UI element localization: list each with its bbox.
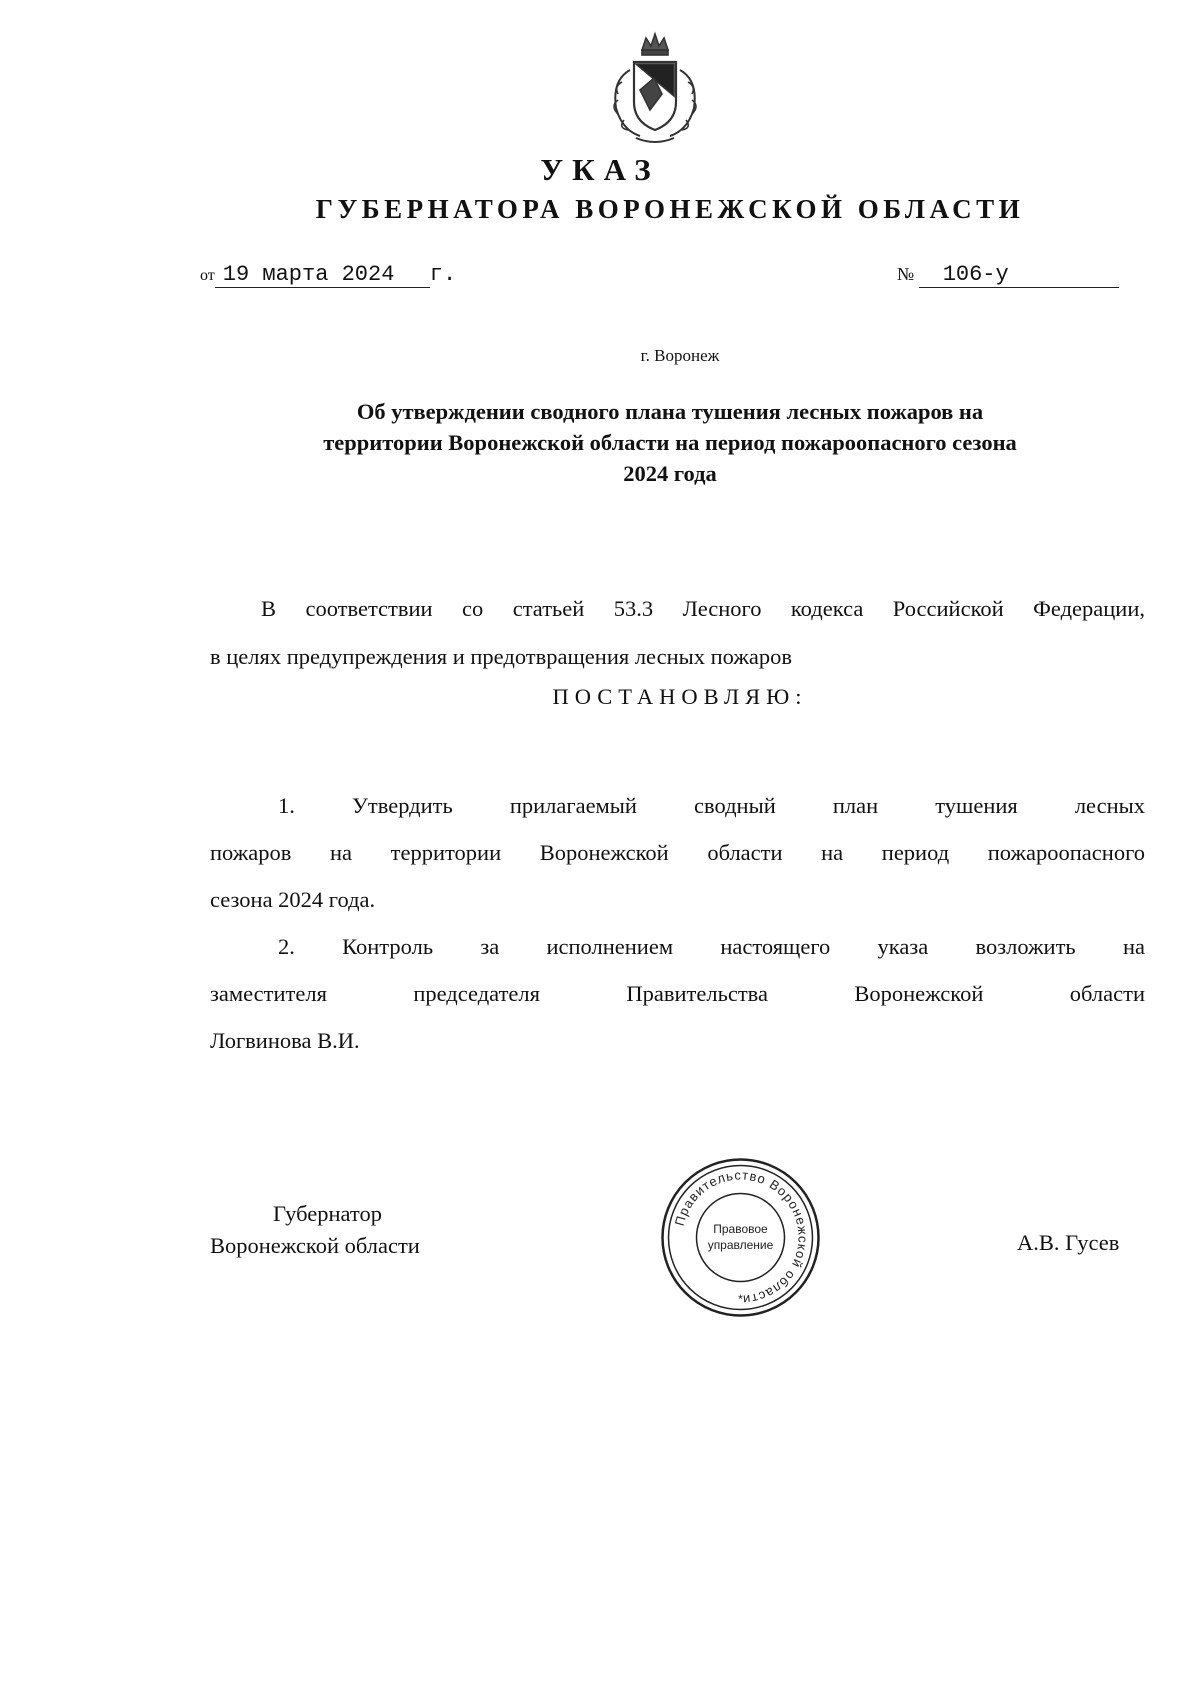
document-subject bbox=[210, 396, 1130, 489]
stamp-center-line: управление bbox=[707, 1238, 774, 1252]
document-type-title: УКАЗ bbox=[540, 152, 660, 187]
date-value: 19 марта 2024 bbox=[215, 262, 430, 288]
coat-of-arms-emblem bbox=[600, 30, 710, 150]
item-word: исполнением bbox=[546, 934, 674, 959]
number-prefix: № bbox=[897, 264, 915, 284]
signatory-name: А.В. Гусев bbox=[1017, 1230, 1120, 1255]
item-line: пожаров на территории Воронежской области на период пожароопасного bbox=[210, 840, 1145, 865]
decree-word: ПОСТАНОВЛЯЮ: bbox=[552, 684, 808, 709]
item-word: возложить bbox=[975, 934, 1076, 959]
preamble-line: в целях предупреждения и предотвращения лесных пожаров bbox=[210, 644, 793, 669]
item-word: Контроль bbox=[342, 934, 434, 959]
decree-items bbox=[210, 782, 1145, 1064]
item-first-line bbox=[210, 782, 1145, 829]
subject-line: Об утверждении сводного плана тушения лесных пожаров на bbox=[356, 399, 984, 424]
item-word: Утвердить bbox=[351, 793, 453, 818]
subject-line: территории Воронежской области на период пожароопасного сезона bbox=[323, 430, 1017, 455]
signatory-position bbox=[210, 1198, 420, 1262]
item-line: сезона 2024 года. bbox=[210, 887, 376, 912]
position-line: Воронежской области bbox=[210, 1233, 420, 1258]
decree-item bbox=[210, 923, 1145, 1064]
item-word: прилагаемый bbox=[509, 793, 637, 818]
item-word: тушения bbox=[935, 793, 1018, 818]
issuer-title: ГУБЕРНАТОРА ВОРОНЕЖСКОЙ ОБЛАСТИ bbox=[315, 194, 1025, 224]
decree-item bbox=[210, 782, 1145, 923]
item-word: сводный bbox=[694, 793, 776, 818]
preamble-line: В соответствии со статьей 53.3 Лесного кодекса Российской Федерации, bbox=[261, 596, 1145, 621]
number-line bbox=[897, 262, 1119, 288]
number-value: 106-у bbox=[919, 262, 1119, 288]
date-suffix: г. bbox=[429, 262, 457, 287]
item-word: за bbox=[480, 934, 500, 959]
city-label: г. Воронеж bbox=[640, 346, 720, 365]
item-word: план bbox=[832, 793, 879, 818]
item-word: лесных bbox=[1074, 793, 1145, 818]
item-word: указа bbox=[877, 934, 929, 959]
position-line: Губернатор bbox=[273, 1201, 382, 1226]
item-line: заместителя председателя Правительства Воронежской области bbox=[210, 981, 1145, 1006]
date-line bbox=[200, 262, 456, 288]
stamp-ring-text: Правительство Воронежской области bbox=[671, 1167, 811, 1308]
item-first-line bbox=[210, 923, 1145, 970]
official-stamp bbox=[658, 1155, 823, 1320]
item-line: Логвинова В.И. bbox=[210, 1028, 360, 1053]
subject-line: 2024 года bbox=[623, 461, 717, 486]
stamp-center-line: Правовое bbox=[713, 1222, 768, 1236]
item-word: на bbox=[1122, 934, 1145, 959]
item-word: настоящего bbox=[720, 934, 831, 959]
preamble bbox=[210, 585, 1145, 681]
item-number: 2. bbox=[278, 934, 295, 959]
date-prefix: от bbox=[200, 267, 215, 284]
item-number: 1. bbox=[278, 793, 295, 818]
stamp-star: * bbox=[738, 1292, 743, 1306]
